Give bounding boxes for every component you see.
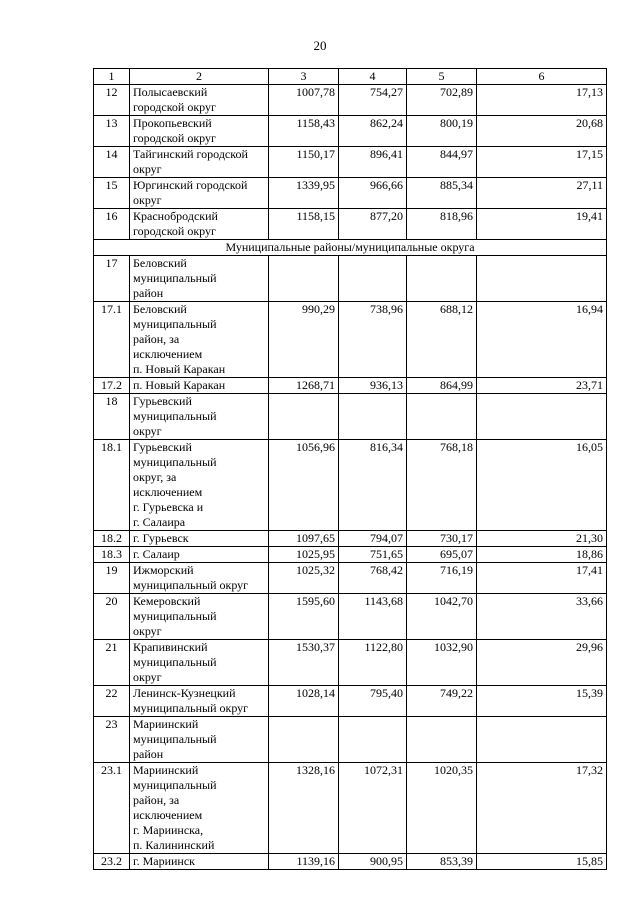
row-number: 15 xyxy=(94,178,130,209)
value-cell-4: 936,13 xyxy=(339,378,407,394)
territory-name xyxy=(130,686,269,717)
value-cell-3 xyxy=(269,256,339,302)
territory-name-line: район, за xyxy=(133,332,180,346)
value-cell-3: 1139,16 xyxy=(269,854,339,870)
territory-name-line: муниципальный округ xyxy=(133,701,249,715)
value-cell-3: 1097,65 xyxy=(269,531,339,547)
territory-name-line: Крапивинский xyxy=(133,640,208,654)
territory-name xyxy=(130,302,269,378)
territory-name xyxy=(130,394,269,440)
row-number: 14 xyxy=(94,147,130,178)
territory-name xyxy=(130,594,269,640)
value-cell-3: 1595,60 xyxy=(269,594,339,640)
value-cell-5 xyxy=(407,256,477,302)
value-cell-3: 1028,14 xyxy=(269,686,339,717)
section-title: Муниципальные районы/муниципальные округа xyxy=(94,240,607,256)
value-cell-6 xyxy=(477,256,607,302)
value-cell-3: 1007,78 xyxy=(269,85,339,116)
row-number: 17.2 xyxy=(94,378,130,394)
value-cell-4: 862,24 xyxy=(339,116,407,147)
territory-name-line: п. Новый Каракан xyxy=(133,362,226,376)
table-row xyxy=(94,209,607,240)
header-cell-2: 2 xyxy=(130,69,269,85)
table-row xyxy=(94,378,607,394)
territory-name-line: Мариинский xyxy=(133,717,199,731)
row-number: 18.2 xyxy=(94,531,130,547)
territory-name xyxy=(130,640,269,686)
value-cell-6 xyxy=(477,717,607,763)
territory-name-line: муниципальный xyxy=(133,778,217,792)
value-cell-6: 17,15 xyxy=(477,147,607,178)
territory-name-line: Тайгинский городской xyxy=(133,147,248,161)
table-row xyxy=(94,547,607,563)
value-cell-4: 768,42 xyxy=(339,563,407,594)
territory-name xyxy=(130,854,269,870)
value-cell-5: 695,07 xyxy=(407,547,477,563)
territory-name-line: Полысаевский xyxy=(133,85,208,99)
territory-name-line: г. Гурьевск xyxy=(133,531,189,545)
value-cell-4: 877,20 xyxy=(339,209,407,240)
header-cell-4: 4 xyxy=(339,69,407,85)
value-cell-5: 864,99 xyxy=(407,378,477,394)
territory-name xyxy=(130,547,269,563)
value-cell-5: 702,89 xyxy=(407,85,477,116)
territory-name-line: Мариинский xyxy=(133,763,199,777)
territory-name xyxy=(130,563,269,594)
value-cell-4 xyxy=(339,256,407,302)
value-cell-5 xyxy=(407,717,477,763)
value-cell-4: 900,95 xyxy=(339,854,407,870)
row-number: 17 xyxy=(94,256,130,302)
territory-name xyxy=(130,717,269,763)
value-cell-6: 19,41 xyxy=(477,209,607,240)
value-cell-5: 800,19 xyxy=(407,116,477,147)
territory-name-line: Юргинский городской xyxy=(133,178,248,192)
value-cell-5: 885,34 xyxy=(407,178,477,209)
territory-name-line: муниципальный xyxy=(133,409,217,423)
value-cell-3: 1530,37 xyxy=(269,640,339,686)
territory-name-line: городской округ xyxy=(133,100,216,114)
territory-name-line: муниципальный округ xyxy=(133,578,249,592)
territory-name xyxy=(130,378,269,394)
table-row xyxy=(94,256,607,302)
value-cell-4: 794,07 xyxy=(339,531,407,547)
table-row xyxy=(94,394,607,440)
territory-name xyxy=(130,256,269,302)
value-cell-4: 754,27 xyxy=(339,85,407,116)
territory-name-line: муниципальный xyxy=(133,609,217,623)
table-header-row xyxy=(94,69,607,85)
data-table xyxy=(93,68,607,870)
row-number: 12 xyxy=(94,85,130,116)
header-cell-5: 5 xyxy=(407,69,477,85)
territory-name xyxy=(130,178,269,209)
value-cell-6: 21,30 xyxy=(477,531,607,547)
value-cell-6 xyxy=(477,394,607,440)
value-cell-5: 688,12 xyxy=(407,302,477,378)
value-cell-6: 17,13 xyxy=(477,85,607,116)
territory-name-line: муниципальный xyxy=(133,655,217,669)
row-number: 18.1 xyxy=(94,440,130,531)
territory-name-line: исключением xyxy=(133,347,203,361)
territory-name-line: муниципальный xyxy=(133,271,217,285)
territory-name-line: городской округ xyxy=(133,131,216,145)
value-cell-4: 1143,68 xyxy=(339,594,407,640)
table-row xyxy=(94,178,607,209)
territory-name-line: район xyxy=(133,747,164,761)
value-cell-5: 768,18 xyxy=(407,440,477,531)
table-row xyxy=(94,854,607,870)
territory-name-line: округ xyxy=(133,193,162,207)
value-cell-6: 15,85 xyxy=(477,854,607,870)
value-cell-4: 795,40 xyxy=(339,686,407,717)
territory-name-line: Краснобродский xyxy=(133,209,218,223)
row-number: 18 xyxy=(94,394,130,440)
value-cell-3: 1158,15 xyxy=(269,209,339,240)
value-cell-6: 15,39 xyxy=(477,686,607,717)
territory-name-line: округ, за xyxy=(133,470,177,484)
row-number: 23 xyxy=(94,717,130,763)
territory-name-line: городской округ xyxy=(133,224,216,238)
table-row xyxy=(94,302,607,378)
territory-name-line: Беловский xyxy=(133,302,187,316)
value-cell-3: 990,29 xyxy=(269,302,339,378)
table-row xyxy=(94,686,607,717)
territory-name-line: Прокопьевский xyxy=(133,116,212,130)
value-cell-6: 20,68 xyxy=(477,116,607,147)
territory-name xyxy=(130,116,269,147)
territory-name-line: Беловский xyxy=(133,256,187,270)
value-cell-4 xyxy=(339,717,407,763)
territory-name-line: п. Новый Каракан xyxy=(133,378,226,392)
value-cell-3: 1150,17 xyxy=(269,147,339,178)
territory-name-line: г. Салаира xyxy=(133,515,186,529)
row-number: 21 xyxy=(94,640,130,686)
table-row xyxy=(94,116,607,147)
section-row xyxy=(94,240,607,256)
table-row xyxy=(94,563,607,594)
territory-name-line: округ xyxy=(133,424,162,438)
territory-name-line: г. Мариинск xyxy=(133,854,195,868)
table-row xyxy=(94,763,607,854)
value-cell-5: 853,39 xyxy=(407,854,477,870)
header-cell-1: 1 xyxy=(94,69,130,85)
row-number: 20 xyxy=(94,594,130,640)
row-number: 23.1 xyxy=(94,763,130,854)
territory-name-line: район xyxy=(133,286,164,300)
value-cell-6: 18,86 xyxy=(477,547,607,563)
value-cell-5: 818,96 xyxy=(407,209,477,240)
value-cell-6: 33,66 xyxy=(477,594,607,640)
table-row xyxy=(94,440,607,531)
page-number: 20 xyxy=(313,38,327,53)
value-cell-3: 1025,32 xyxy=(269,563,339,594)
territory-name xyxy=(130,147,269,178)
value-cell-5: 730,17 xyxy=(407,531,477,547)
value-cell-3: 1339,95 xyxy=(269,178,339,209)
value-cell-3 xyxy=(269,394,339,440)
value-cell-5: 1042,70 xyxy=(407,594,477,640)
value-cell-3: 1328,16 xyxy=(269,763,339,854)
value-cell-4: 751,65 xyxy=(339,547,407,563)
value-cell-4: 1122,80 xyxy=(339,640,407,686)
value-cell-5 xyxy=(407,394,477,440)
value-cell-3 xyxy=(269,717,339,763)
table-row xyxy=(94,717,607,763)
value-cell-4: 1072,31 xyxy=(339,763,407,854)
value-cell-4: 816,34 xyxy=(339,440,407,531)
territory-name-line: Кемеровский xyxy=(133,594,201,608)
table-row xyxy=(94,85,607,116)
row-number: 23.2 xyxy=(94,854,130,870)
value-cell-3: 1268,71 xyxy=(269,378,339,394)
table-row xyxy=(94,640,607,686)
row-number: 22 xyxy=(94,686,130,717)
territory-name-line: район, за xyxy=(133,793,180,807)
territory-name xyxy=(130,531,269,547)
table-body xyxy=(94,69,607,870)
territory-name xyxy=(130,440,269,531)
value-cell-6: 17,32 xyxy=(477,763,607,854)
territory-name-line: округ xyxy=(133,670,162,684)
value-cell-5: 716,19 xyxy=(407,563,477,594)
territory-name-line: округ xyxy=(133,624,162,638)
header-cell-6: 6 xyxy=(477,69,607,85)
table-row xyxy=(94,531,607,547)
header-cell-3: 3 xyxy=(269,69,339,85)
value-cell-4: 896,41 xyxy=(339,147,407,178)
value-cell-6: 29,96 xyxy=(477,640,607,686)
territory-name-line: Гурьевский xyxy=(133,394,192,408)
territory-name-line: исключением xyxy=(133,485,203,499)
value-cell-5: 1032,90 xyxy=(407,640,477,686)
value-cell-6: 16,05 xyxy=(477,440,607,531)
row-number: 18.3 xyxy=(94,547,130,563)
territory-name-line: муниципальный xyxy=(133,732,217,746)
territory-name-line: Ленинск-Кузнецкий xyxy=(133,686,236,700)
row-number: 13 xyxy=(94,116,130,147)
territory-name-line: округ xyxy=(133,162,162,176)
territory-name-line: Ижморский xyxy=(133,563,194,577)
value-cell-3: 1158,43 xyxy=(269,116,339,147)
table-row xyxy=(94,594,607,640)
row-number: 19 xyxy=(94,563,130,594)
value-cell-4: 738,96 xyxy=(339,302,407,378)
territory-name xyxy=(130,209,269,240)
value-cell-6: 17,41 xyxy=(477,563,607,594)
value-cell-3: 1025,95 xyxy=(269,547,339,563)
row-number: 17.1 xyxy=(94,302,130,378)
value-cell-6: 23,71 xyxy=(477,378,607,394)
value-cell-6: 16,94 xyxy=(477,302,607,378)
table-row xyxy=(94,147,607,178)
value-cell-5: 1020,35 xyxy=(407,763,477,854)
value-cell-6: 27,11 xyxy=(477,178,607,209)
territory-name xyxy=(130,85,269,116)
value-cell-3: 1056,96 xyxy=(269,440,339,531)
territory-name-line: г. Гурьевска и xyxy=(133,500,204,514)
value-cell-5: 844,97 xyxy=(407,147,477,178)
territory-name-line: Гурьевский xyxy=(133,440,192,454)
territory-name-line: п. Калининский xyxy=(133,838,215,852)
territory-name-line: исключением xyxy=(133,808,203,822)
territory-name xyxy=(130,763,269,854)
row-number: 16 xyxy=(94,209,130,240)
value-cell-4 xyxy=(339,394,407,440)
territory-name-line: муниципальный xyxy=(133,317,217,331)
value-cell-4: 966,66 xyxy=(339,178,407,209)
territory-name-line: г. Салаир xyxy=(133,547,180,561)
territory-name-line: муниципальный xyxy=(133,455,217,469)
territory-name-line: г. Мариинска, xyxy=(133,823,204,837)
value-cell-5: 749,22 xyxy=(407,686,477,717)
